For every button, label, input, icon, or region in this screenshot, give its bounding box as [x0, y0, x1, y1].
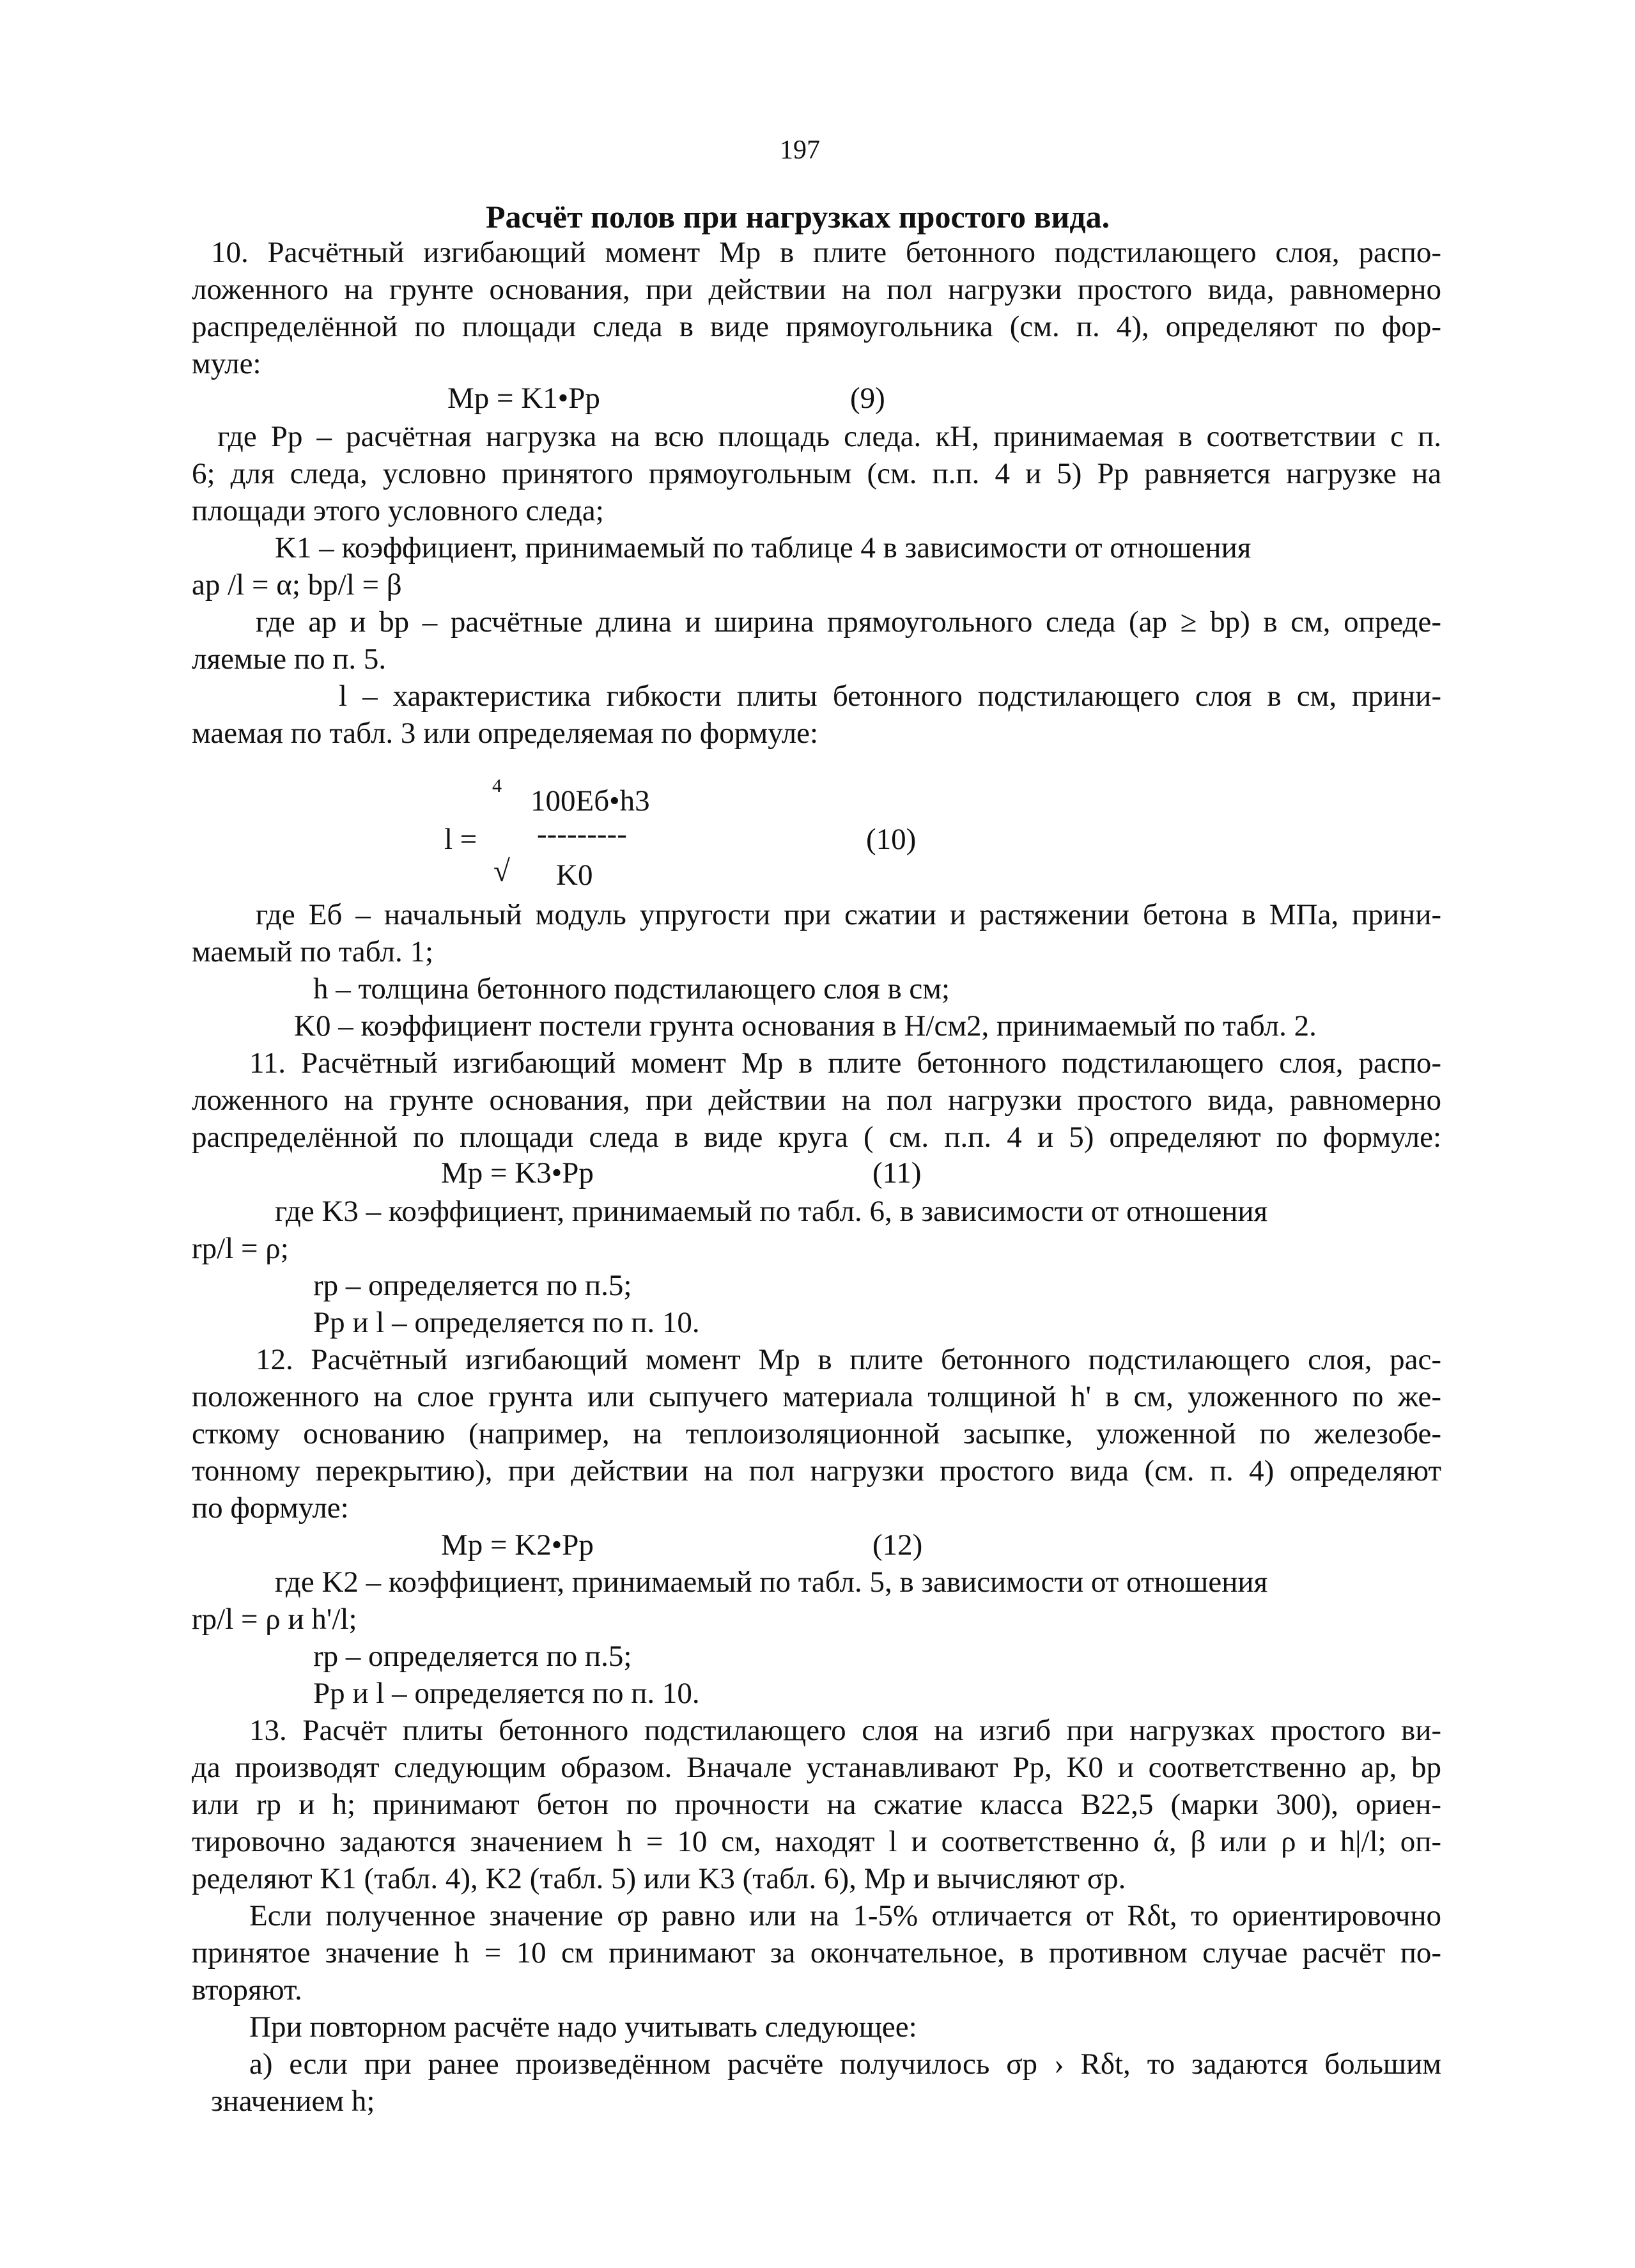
- formula-12: Mр = K2•Pр: [441, 1528, 594, 1562]
- text-line: сткому основанию (например, на теплоизоляционной засыпке, уложенной по железобе-: [192, 1417, 1441, 1450]
- text-line: 12. Расчётный изгибающий момент Mр в плите бетонного подстилающего слоя, рас-: [256, 1343, 1441, 1376]
- text-line: тонному перекрытию), при действии на пол нагрузки простого вида (см. п. 4) определяют: [192, 1454, 1441, 1487]
- formula-9-number: (9): [850, 382, 885, 415]
- formula-10-root-index: 4: [492, 775, 502, 796]
- formula-10-fraction-bar: ---------: [537, 818, 627, 851]
- text-line: rр/l = ρ и h'/l;: [192, 1603, 357, 1636]
- text-line: значением h;: [211, 2085, 375, 2118]
- text-line: где aр и bр – расчётные длина и ширина прямоугольного следа (aр ≥ bр) в см, опреде-: [256, 605, 1441, 639]
- text-line: где K2 – коэффициент, принимаемый по табл. 5, в зависимости от отношения: [275, 1565, 1268, 1599]
- text-line: площади этого условного следа;: [192, 494, 604, 527]
- text-line: 11. Расчётный изгибающий момент Mр в плите бетонного подстилающего слоя, распо-: [249, 1046, 1441, 1080]
- text-line: тировочно задаются значением h = 10 см, находят l и соответственно ά, β или ρ и h|/l; оп-: [192, 1825, 1441, 1858]
- text-line: а) если при ранее произведённом расчёте получилось σр › Rδt, то задаются большим: [249, 2047, 1441, 2081]
- text-line: Pр и l – определяется по п. 10.: [313, 1306, 700, 1339]
- text-line: где Pр – расчётная нагрузка на всю площадь следа. кН, принимаемая в соответствии с п.: [217, 420, 1441, 453]
- text-line: принятое значение h = 10 см принимают за окончательное, в противном случае расчёт по-: [192, 1936, 1441, 1969]
- formula-10-lhs: l =: [444, 823, 477, 856]
- text-line: по формуле:: [192, 1491, 349, 1525]
- text-line: ределяют K1 (табл. 4), K2 (табл. 5) или K3 (табл. 6), Mр и вычисляют σр.: [192, 1862, 1126, 1895]
- text-line: где K3 – коэффициент, принимаемый по табл. 6, в зависимости от отношения: [275, 1195, 1268, 1228]
- text-line: где Eб – начальный модуль упругости при сжатии и растяжении бетона в МПа, прини-: [256, 898, 1441, 931]
- text-line: l – характеристика гибкости плиты бетонного подстилающего слоя в см, прини-: [339, 680, 1441, 713]
- section-title: Расчёт полов при нагрузках простого вида.: [486, 199, 1110, 235]
- text-line: ложенного на грунте основания, при действии на пол нагрузки простого вида, равномерно: [192, 1084, 1441, 1117]
- text-line: 13. Расчёт плиты бетонного подстилающего слоя на изгиб при нагрузках простого ви-: [249, 1714, 1441, 1747]
- formula-10-denominator: K0: [556, 858, 593, 892]
- text-line: rр/l = ρ;: [192, 1232, 289, 1265]
- text-line: маемый по табл. 1;: [192, 935, 433, 968]
- text-line: вторяют.: [192, 1973, 302, 2007]
- formula-10-number: (10): [866, 823, 917, 856]
- text-line: При повторном расчёте надо учитывать следующее:: [249, 2010, 917, 2044]
- formula-10-radical: √: [493, 855, 510, 888]
- formula-10-numerator: 100Eб•h3: [531, 784, 650, 818]
- text-line: распределённой по площади следа в виде круга ( см. п.п. 4 и 5) определяют по формуле:: [192, 1121, 1441, 1154]
- text-line: муле:: [192, 347, 261, 380]
- page-number: 197: [780, 136, 820, 165]
- formula-11: Mр = K3•Pр: [441, 1156, 594, 1190]
- formula-9: Mр = K1•Pр: [447, 382, 600, 415]
- text-line: h – толщина бетонного подстилающего слоя в см;: [313, 972, 950, 1006]
- text-line: да производят следующим образом. Вначале устанавливают Pр, K0 и соответственно aр, bр: [192, 1751, 1441, 1784]
- text-line: маемая по табл. 3 или определяемая по формуле:: [192, 717, 819, 750]
- text-line: rр – определяется по п.5;: [313, 1640, 632, 1673]
- text-line: K1 – коэффициент, принимаемый по таблице 4 в зависимости от отношения: [275, 531, 1251, 564]
- text-line: распределённой по площади следа в виде прямоугольника (см. п. 4), определяют по фор-: [192, 310, 1441, 343]
- text-line: aр /l = α; bр/l = β: [192, 568, 402, 602]
- text-line: K0 – коэффициент постели грунта основания в Н/см2, принимаемый по табл. 2.: [294, 1009, 1317, 1043]
- formula-12-number: (12): [872, 1528, 923, 1562]
- formula-11-number: (11): [872, 1156, 922, 1190]
- text-line: 6; для следа, условно принятого прямоугольным (см. п.п. 4 и 5) Pр равняется нагрузке на: [192, 457, 1441, 490]
- text-line: rр – определяется по п.5;: [313, 1269, 632, 1302]
- text-line: Pр и l – определяется по п. 10.: [313, 1677, 700, 1710]
- text-line: ляемые по п. 5.: [192, 642, 387, 676]
- text-line: 10. Расчётный изгибающий момент Mр в плите бетонного подстилающего слоя, распо-: [211, 236, 1441, 269]
- text-line: ложенного на грунте основания, при действии на пол нагрузки простого вида, равномерно: [192, 273, 1441, 306]
- text-line: или rр и h; принимают бетон по прочности на сжатие класса B22,5 (марки 300), ориен-: [192, 1788, 1441, 1821]
- text-line: Если полученное значение σр равно или на 1-5% отличается от Rδt, то ориентировочно: [249, 1899, 1441, 1932]
- text-line: положенного на слое грунта или сыпучего материала толщиной h' в см, уложенного по же-: [192, 1380, 1441, 1413]
